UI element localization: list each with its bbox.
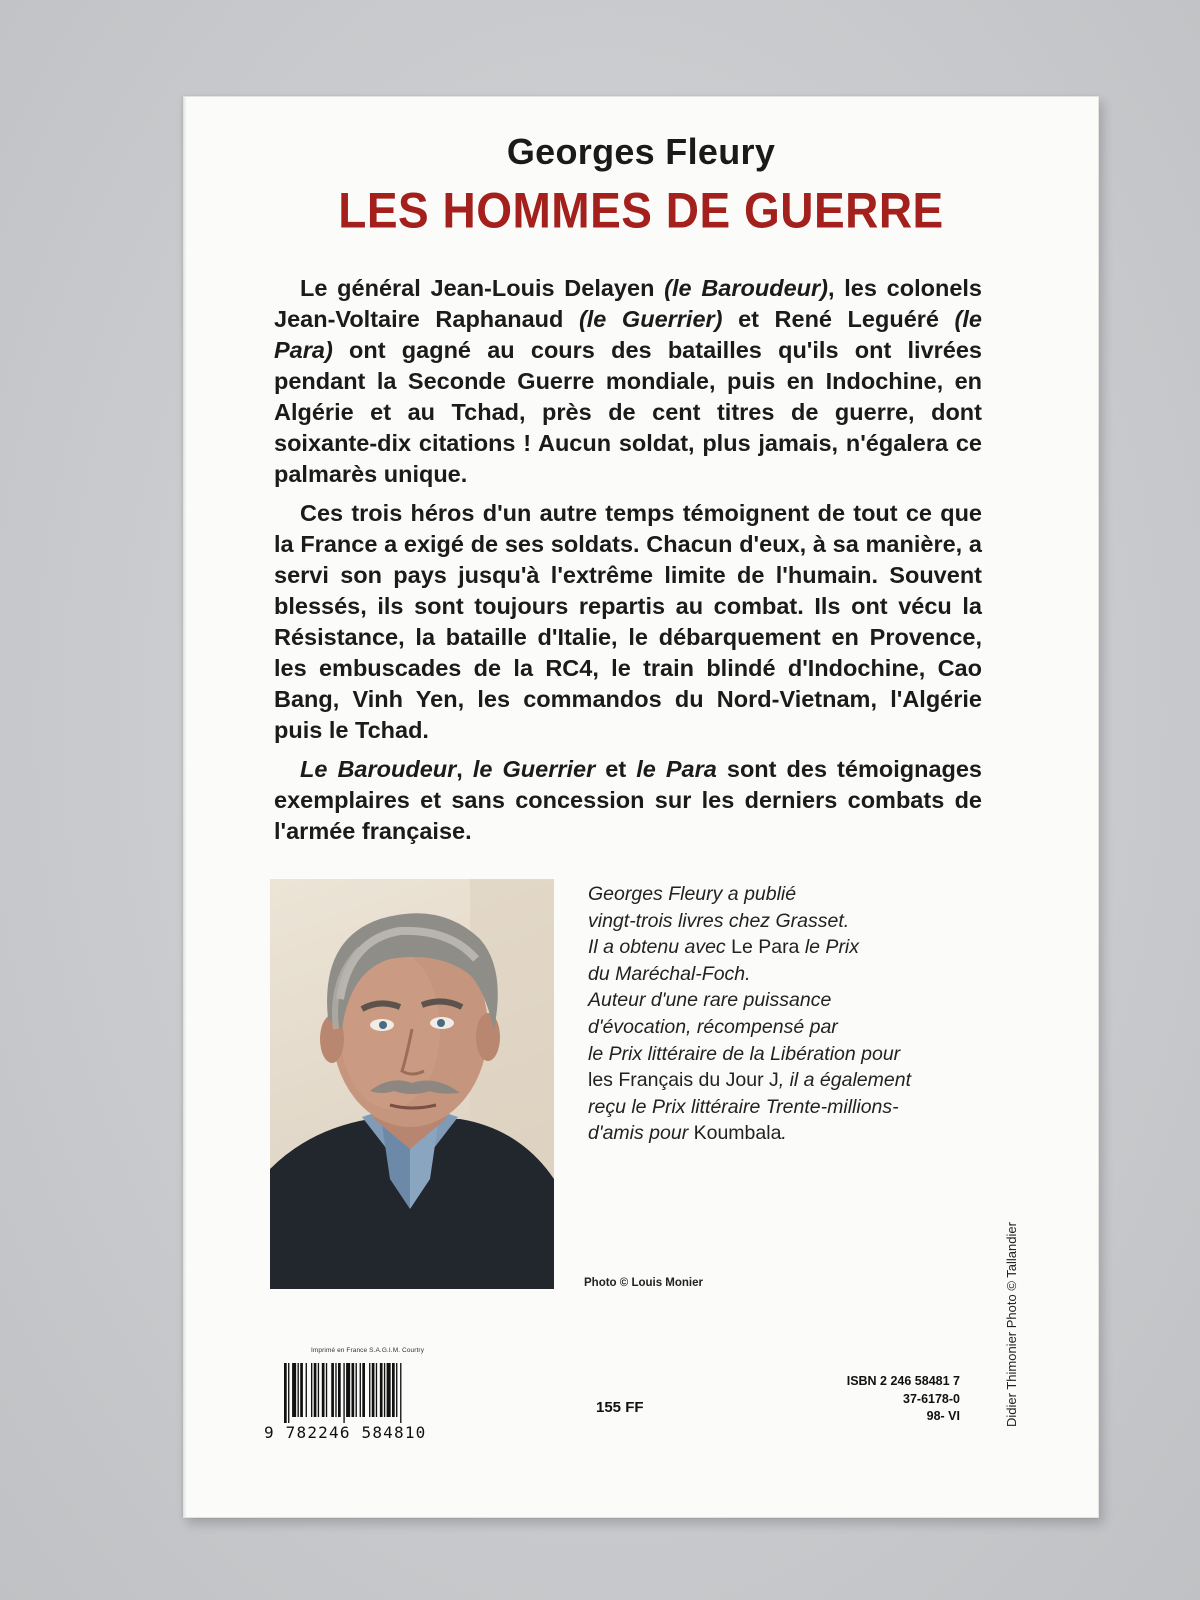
spine-edge xyxy=(184,97,187,1517)
edition-code-line: 98- VI xyxy=(926,1409,960,1423)
author-portrait-photo xyxy=(270,879,554,1289)
barcode-bar xyxy=(338,1363,341,1417)
barcode-bar xyxy=(384,1363,385,1417)
reference-code-line: 37-6178-0 xyxy=(903,1391,960,1406)
bio-line: Il a obtenu avec Le Para le Prix xyxy=(588,936,860,959)
photo-credit: Photo © Louis Monier xyxy=(584,1277,703,1289)
barcode-bar xyxy=(335,1363,336,1417)
blurb-paragraph-3: Le Baroudeur, le Guerrier et le Para sont des témoignages exemplaires et sans concession sur les derniers combats de l'armée française. xyxy=(274,756,983,844)
author-name: Georges Fleury xyxy=(506,131,776,172)
cover-photo-credit: Didier Thimonier Photo © Tallandier xyxy=(1004,1222,1019,1427)
author-biography xyxy=(588,881,968,1147)
barcode-bar xyxy=(288,1363,289,1423)
barcode-bar xyxy=(306,1363,307,1417)
barcode-bar xyxy=(331,1363,334,1417)
barcode-bar xyxy=(314,1363,317,1417)
barcode-bar xyxy=(400,1363,401,1423)
blurb-paragraph-1: Le général Jean-Louis Delayen (le Baroudeur), les colonels Jean-Voltaire Raphanaud (le Guerrier) et René Leguéré (le Para) ont gagné au cours des batailles qu'ils ont livrées pendant la Seconde Guerre mondiale, puis en Indochine, en Algérie et au Tchad, près de cent titres de guerre, dont soixante-dix citations ! Aucun soldat, plus jamais, n'égalera ce palmarès unique. xyxy=(274,275,982,487)
barcode-bar xyxy=(362,1363,365,1417)
barcode-bar xyxy=(292,1363,296,1417)
bio-line: d'évocation, récompensé par xyxy=(588,1015,838,1038)
barcode-bar xyxy=(300,1363,303,1417)
bio-line: vingt-trois livres chez Grasset. xyxy=(588,909,850,932)
isbn-block xyxy=(760,1373,960,1426)
barcode-bar xyxy=(322,1363,325,1417)
barcode-bar xyxy=(311,1363,312,1417)
bio-line: d'amis pour Koumbala. xyxy=(588,1122,787,1145)
barcode-bar xyxy=(318,1363,319,1417)
book-back-cover xyxy=(183,96,1099,1518)
barcode-bar xyxy=(298,1363,299,1417)
bio-line: Georges Fleury a publié xyxy=(588,883,797,905)
barcode-bar xyxy=(392,1363,395,1417)
barcode-bar xyxy=(396,1363,397,1417)
portrait-illustration xyxy=(270,879,554,1289)
barcode-bar xyxy=(372,1363,375,1417)
isbn-line: ISBN 2 246 58481 7 xyxy=(846,1374,960,1388)
barcode-bar xyxy=(343,1363,344,1423)
book-title: LES HOMMES DE GUERRE xyxy=(338,181,944,239)
barcode-digits: 9 782246 584810 xyxy=(264,1423,427,1442)
barcode-bar xyxy=(284,1363,287,1423)
barcode-bar xyxy=(360,1363,361,1417)
blurb-text xyxy=(274,273,982,855)
barcode-bar xyxy=(387,1363,391,1417)
bio-line: les Français du Jour J, il a également xyxy=(588,1069,911,1092)
blurb-paragraph-2: Ces trois héros d'un autre temps témoignent de tout ce que la France a exigé de ses soldats. Chacun d'eux, à sa manière, a servi son pays jusqu'à l'extrême limite de l'humain. Souvent blessés, ils sont toujours repartis au combat. Ils ont vécu la Résistance, la bataille d'Italie, le débarquement en Provence, les embuscades de la RC4, le train blindé d'Indochine, Cao Bang, Vinh Yen, les commandos du Nord-Vietnam, l'Algérie puis le Tchad. xyxy=(274,500,982,743)
barcode-bar xyxy=(369,1363,370,1417)
printer-imprint: Imprimé en France S.A.G.I.M. Courtry xyxy=(311,1347,425,1354)
bio-line: du Maréchal-Foch. xyxy=(588,962,751,985)
barcode-bar xyxy=(346,1363,350,1417)
barcode-bar xyxy=(356,1363,357,1417)
barcode-bar xyxy=(352,1363,355,1417)
bio-line: reçu le Prix littéraire Trente-millions- xyxy=(588,1095,899,1118)
barcode xyxy=(282,1363,452,1423)
price-label: 155 FF xyxy=(596,1399,644,1416)
barcode-bar xyxy=(380,1363,383,1417)
bio-line: le Prix littéraire de la Libération pour xyxy=(588,1042,901,1065)
bio-line: Auteur d'une rare puissance xyxy=(588,989,832,1012)
barcode-bar xyxy=(376,1363,377,1417)
barcode-bar xyxy=(326,1363,327,1417)
